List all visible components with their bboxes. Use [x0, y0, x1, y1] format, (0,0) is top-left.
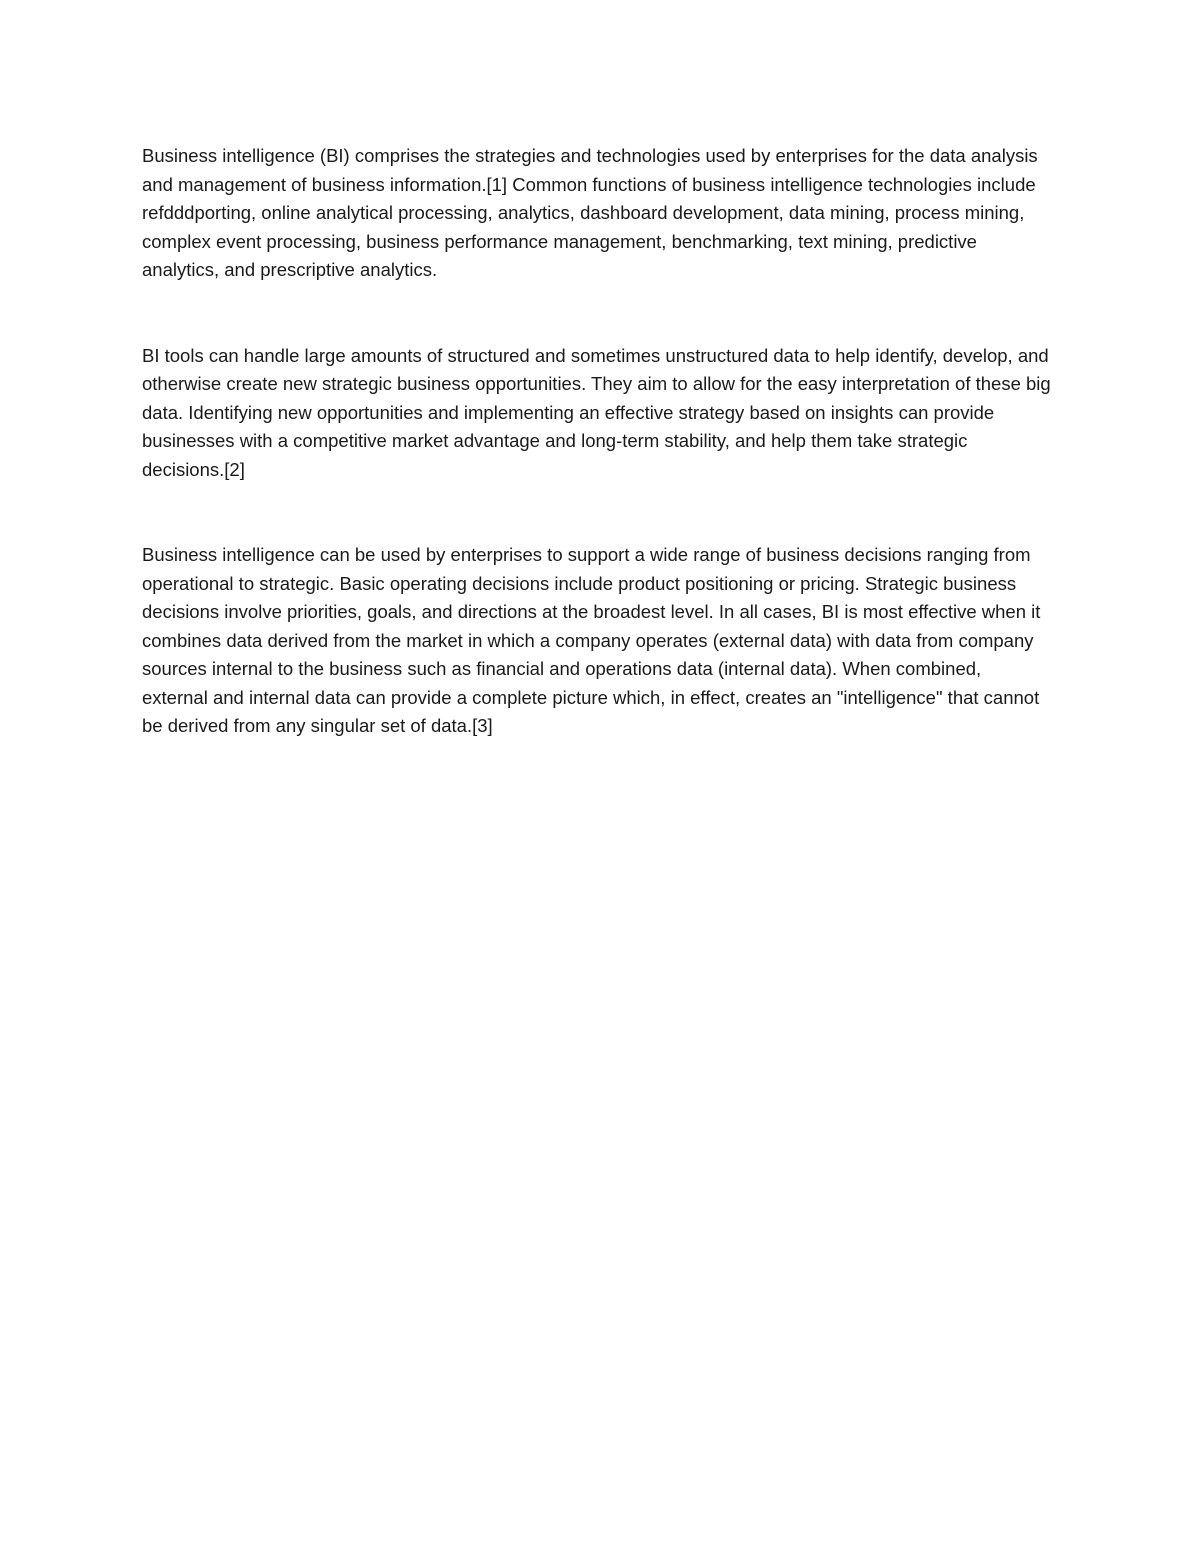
document-body [142, 142, 1052, 741]
paragraph-bi-tools: BI tools can handle large amounts of structured and sometimes unstructured data to help identify, develop, and otherwise create new strategic business opportunities. They aim to allow for the easy interpretation of these big data. Identifying new opportunities and implementing an effective strategy based on insights can provide businesses with a competitive market advantage and long-term stability, and help them take strategic decisions.[2] [142, 344, 1051, 480]
paragraph-bi-decisions: Business intelligence can be used by enterprises to support a wide range of business decisions ranging from operational to strategic. Basic operating decisions include product positioning or pricing. Strategic business decisions involve priorities, goals, and directions at the broadest level. In all cases, BI is most effective when it combines data derived from the market in which a company operates (external data) with data from company sources internal to the business such as financial and operations data (internal data). When combined, external and internal data can provide a complete picture which, in effect, creates an "intelligence" that cannot be derived from any singular set of data.[3] [142, 544, 1041, 736]
paragraph-bi-definition: Business intelligence (BI) comprises the strategies and technologies used by enterprises for the data analysis and management of business information.[1] Common functions of business intelligence technologies include refdddporting, online analytical processing, analytics, dashboard development, data mining, process mining, complex event processing, business performance management, benchmarking, text mining, predictive analytics, and prescriptive analytics. [142, 145, 1038, 280]
